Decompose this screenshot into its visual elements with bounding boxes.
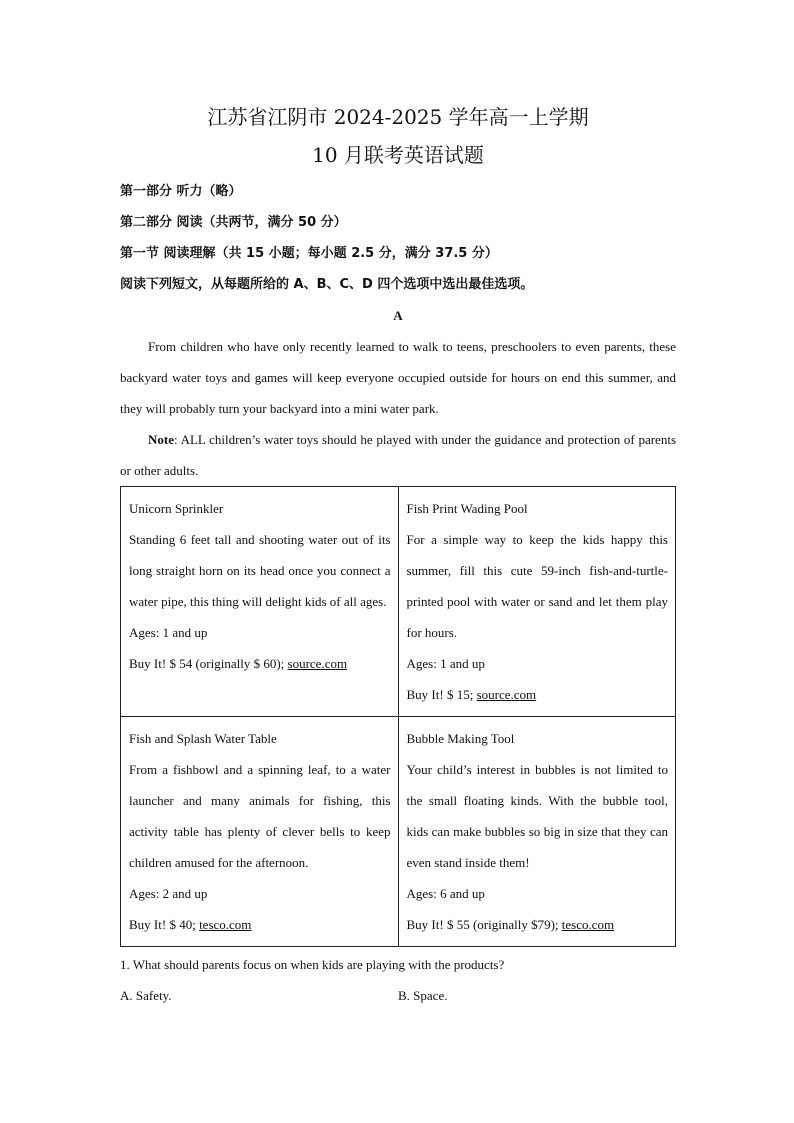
passage-intro: From children who have only recently learned to walk to teens, preschoolers to even parents, these backyard water toys and games will keep everyone occupied outside for hours on end this summer, and they will probably turn your backyard into a mini water park. (120, 339, 676, 416)
option-a[interactable]: A. Safety. (120, 988, 172, 1003)
price-text: Buy It! $ 15; (406, 687, 477, 702)
answer-options (120, 980, 676, 1011)
product-description: Your child’s interest in bubbles is not limited to the small floating kinds. With the bubble tool, kids can make bubbles so big in size that they can even stand inside them! (406, 762, 668, 870)
product-cell (121, 487, 399, 717)
option-b[interactable]: B. Space. (398, 988, 448, 1003)
product-ages: Ages: 1 and up (406, 656, 485, 671)
store-link[interactable]: source.com (476, 687, 537, 702)
product-name: Unicorn Sprinkler (129, 501, 224, 516)
instruction-text: 阅读下列短文，从每题所给的 A、B、C、D 四个选项中选出最佳选项。 (120, 277, 534, 292)
table-row (121, 487, 676, 717)
product-name: Fish Print Wading Pool (406, 501, 528, 516)
product-description: For a simple way to keep the kids happy this summer, fill this cute 59-inch fish-and-turtle-printed pool with water or sand and let them play for hours. (406, 532, 668, 640)
product-cell (398, 717, 676, 947)
product-ages: Ages: 6 and up (406, 886, 485, 901)
part2-heading: 第二部分 阅读（共两节，满分 50 分） (120, 215, 347, 230)
note-text: : ALL children’s water toys should he played with under the guidance and protection of parents or other adults. (120, 432, 676, 478)
product-table (120, 486, 676, 947)
product-price (129, 648, 391, 679)
question-1: 1. What should parents focus on when kids are playing with the products? (120, 957, 505, 972)
product-name: Fish and Splash Water Table (129, 731, 277, 746)
product-description: Standing 6 feet tall and shooting water out of its long straight horn on its head once you connect a water pipe, this thing will delight kids of all ages. (129, 532, 391, 609)
price-text: Buy It! $ 40; (129, 917, 200, 932)
section1-heading: 第一节 阅读理解（共 15 小题；每小题 2.5 分，满分 37.5 分） (120, 246, 498, 261)
price-text: Buy It! $ 54 (originally $ 60); (129, 656, 288, 671)
product-name: Bubble Making Tool (406, 731, 515, 746)
note-label: Note (148, 432, 174, 447)
passage-label: A (393, 308, 403, 323)
exam-page (120, 100, 676, 1011)
store-link[interactable]: tesco.com (561, 917, 615, 932)
passage-note (120, 424, 676, 486)
store-link[interactable]: tesco.com (199, 917, 252, 932)
product-price (407, 679, 669, 710)
store-link[interactable]: source.com (287, 656, 348, 671)
product-description: From a fishbowl and a spinning leaf, to a water launcher and many animals for fishing, this activity table has plenty of clever bells to keep children amused for the afternoon. (129, 762, 391, 870)
product-price (129, 909, 391, 940)
table-row (121, 717, 676, 947)
product-price (407, 909, 669, 940)
part1-heading: 第一部分 听力（略） (120, 184, 242, 199)
product-cell (398, 487, 676, 717)
exam-title-line1: 江苏省江阴市 2024-2025 学年高一上学期 (207, 105, 589, 129)
product-cell (121, 717, 399, 947)
product-ages: Ages: 1 and up (129, 625, 208, 640)
price-text: Buy It! $ 55 (originally $79); (406, 917, 562, 932)
exam-title-line2: 10 月联考英语试题 (312, 143, 484, 167)
product-ages: Ages: 2 and up (129, 886, 208, 901)
